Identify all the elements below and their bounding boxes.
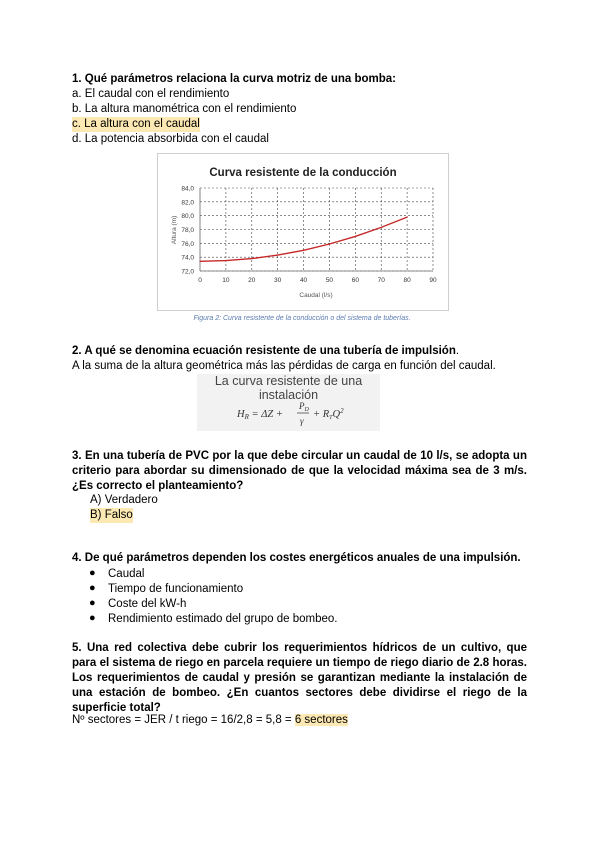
chart-x-axis-label: Caudal (l/s) — [299, 292, 333, 299]
q1-option-a: a. El caudal con el rendimiento — [72, 88, 230, 100]
bullet-icon: ● — [89, 597, 96, 609]
chart-y-tick-label: 80,0 — [181, 213, 194, 221]
q1-option-b: b. La altura manométrica con el rendimiento — [72, 103, 297, 115]
chart-x-tick-label: 0 — [198, 277, 202, 284]
question-1-title: 1. Qué parámetros relaciona la curva motriz de una bomba: — [72, 73, 397, 85]
formula-rhs: + $RTQ^2$ — [313, 407, 344, 421]
bullet-icon: ● — [89, 612, 96, 624]
formula-svg — [197, 393, 380, 431]
chart-x-tick-label: 60 — [351, 277, 359, 284]
q2-answer: A la suma de la altura geométrica más las pérdidas de carga en función del caudal. — [72, 360, 496, 372]
q5-answer-highlight: 6 sectores — [294, 714, 348, 726]
q1-option-c-highlighted: c. La altura con el caudal — [72, 118, 200, 130]
chart-x-tick-label: 30 — [274, 277, 282, 284]
formula-image-title: La curva resistente de una instalación — [214, 374, 363, 402]
chart-data-point — [329, 243, 330, 244]
question-3-title: 3. En una tubería de PVC por la que debe circular un caudal de 10 l/s, se adopta un criterio para abordar su dimensionado de que la velocidad máxima sea de 3 m/s. ¿Es correcto el planteamiento? — [72, 450, 527, 492]
formula-numerator: $P_D$ — [299, 401, 309, 413]
chart-y-tick-label: 72,0 — [181, 268, 194, 276]
q4-item-4: Rendimiento estimado del grupo de bombeo. — [108, 613, 338, 625]
chart-y-tick-label: 74,0 — [181, 254, 194, 262]
q5-answer — [72, 713, 348, 728]
chart-x-tick-label: 70 — [377, 277, 385, 284]
chart-x-tick-label: 80 — [403, 277, 411, 284]
chart-data-point — [407, 216, 408, 217]
chart-ticks — [181, 186, 437, 285]
chart-data-point — [251, 258, 252, 259]
chart-figure — [157, 153, 449, 311]
chart-data-point — [303, 250, 304, 251]
q1-option-d: d. La potencia absorbida con el caudal — [72, 133, 269, 145]
chart-data-point — [277, 254, 278, 255]
q2-title-end: . — [455, 345, 460, 357]
chart-data-point — [225, 260, 226, 261]
question-2-title — [72, 344, 459, 359]
chart-y-tick-label: 78,0 — [181, 227, 194, 234]
q4-item-2: Tiempo de funcionamiento — [108, 583, 244, 595]
q3-option-b-highlighted: B) Falso — [90, 509, 133, 521]
question-5-title: 5. Una red colectiva debe cubrir los requerimientos hídricos de un cultivo, que para el sistema de riego en parcela requiere un tiempo de riego diario de 2.8 horas. Los requerimientos de caudal y presión se garantizan mediante la instalación de una estación de bombeo. ¿En cuantos sectores debe dividirse el riego de la superficie total? — [72, 642, 527, 714]
formula-denominator: γ — [300, 416, 304, 426]
chart-y-axis-label: Altura (m) — [171, 215, 178, 245]
chart-x-tick-label: 90 — [429, 277, 437, 284]
chart-title: Curva resistente de la conducción — [209, 167, 397, 179]
chart-data-point — [199, 261, 200, 262]
q3-option-a: A) Verdadero — [90, 494, 158, 506]
chart-series-line — [200, 217, 407, 261]
chart-y-tick-label: 76,0 — [181, 240, 194, 248]
chart-data-point — [381, 227, 382, 228]
chart-x-tick-label: 10 — [222, 277, 230, 284]
figure-caption: Figura 2: Curva resistente de la conducción o del sistema de tuberías. — [193, 315, 411, 322]
chart-data-point — [355, 236, 356, 237]
chart-x-tick-label: 20 — [248, 277, 256, 284]
q5-answer-prefix: Nº sectores = JER / t riego = 16/2,8 = 5,8 = — [72, 714, 295, 726]
chart-grid — [200, 188, 433, 271]
q2-title-text: 2. A qué se denomina ecuación resistente de una tubería de impulsión — [72, 345, 456, 357]
formula-lhs: HR = ΔZ + — [237, 409, 283, 421]
chart-series — [199, 216, 407, 261]
chart-svg — [158, 154, 448, 310]
question-4-title: 4. De qué parámetros dependen los costes energéticos anuales de una impulsión. — [72, 552, 521, 564]
q4-item-1: Caudal — [108, 568, 145, 580]
chart-y-tick-label: 84,0 — [181, 185, 194, 193]
bullet-icon: ● — [89, 567, 96, 579]
chart-y-tick-label: 82,0 — [181, 199, 194, 207]
chart-x-tick-label: 40 — [299, 277, 308, 284]
q4-item-3: Coste del kW-h — [108, 598, 187, 610]
bullet-icon: ● — [89, 582, 96, 594]
chart-x-tick-label: 50 — [325, 277, 334, 284]
